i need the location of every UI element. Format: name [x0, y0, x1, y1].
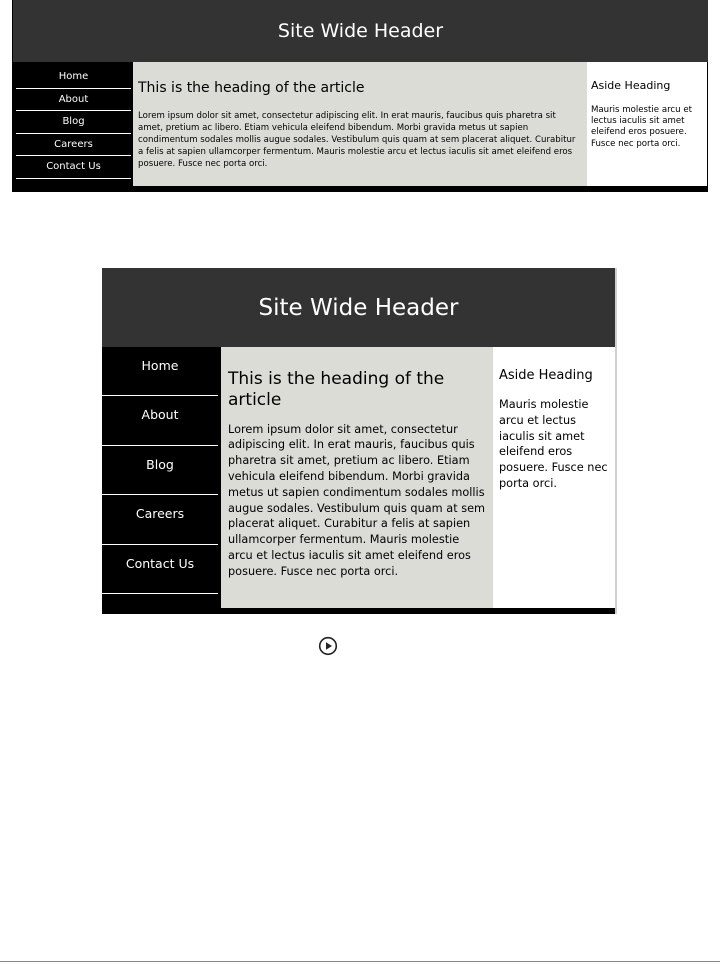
article	[133, 62, 587, 186]
play-circle-icon	[318, 636, 338, 656]
site-header-title: Site Wide Header	[258, 294, 459, 321]
nav-item-home[interactable]: Home	[16, 66, 131, 89]
article-body: Lorem ipsum dolor sit amet, consectetur adipiscing elit. In erat mauris, faucibus quis pharetra sit amet, pretium ac libero. Etiam vehicula eleifend bibendum. Morbi gravida metus ut sapien condimentum sodales mollis augue sodales. Vestibulum quis quam at sem placerat aliquet. Curabitur a felis at sapien ullamcorper fermentum. Mauris molestie arcu et lectus iaculis sit amet eleifend eros posuere. Fusce nec porta orci.	[228, 422, 486, 578]
footer-bar	[13, 186, 708, 192]
nav-item-careers[interactable]: Careers	[16, 134, 131, 157]
footer-bar	[102, 608, 615, 614]
article-body: Lorem ipsum dolor sit amet, consectetur adipiscing elit. In erat mauris, faucibus quis pharetra sit amet, pretium ac libero. Etiam vehicula eleifend bibendum. Morbi gravida metus ut sapien condimentum sodales mollis augue sodales. Vestibulum quis quam at sem placerat aliquet. Curabitur a felis at sapien ullamcorper fermentum. Mauris molestie arcu et lectus iaculis sit amet eleifend eros posuere. Fusce nec porta orci.	[138, 110, 576, 169]
nav-item-about[interactable]: About	[102, 396, 218, 445]
layout-wide-preview	[12, 0, 708, 192]
aside-body: Mauris molestie arcu et lectus iaculis sit amet eleifend eros posuere. Fusce nec porta orci.	[591, 105, 692, 149]
aside-heading: Aside Heading	[591, 79, 671, 92]
bottom-divider	[0, 961, 720, 962]
nav-item-blog[interactable]: Blog	[16, 111, 131, 134]
site-header	[13, 0, 708, 62]
aside	[493, 347, 615, 608]
site-header-title: Site Wide Header	[277, 20, 444, 42]
nav-item-blog[interactable]: Blog	[102, 446, 218, 495]
nav-item-about[interactable]: About	[16, 89, 131, 112]
nav-sidebar	[13, 62, 133, 186]
aside	[587, 62, 707, 186]
aside-heading: Aside Heading	[499, 368, 593, 383]
nav-item-careers[interactable]: Careers	[102, 495, 218, 544]
nav-item-contact-us[interactable]: Contact Us	[16, 156, 131, 179]
aside-body: Mauris molestie arcu et lectus iaculis sit amet eleifend eros posuere. Fusce nec porta orci.	[499, 398, 608, 491]
article-heading: This is the heading of the article	[138, 80, 365, 96]
layout-narrow-preview	[102, 268, 617, 614]
site-header	[102, 268, 615, 347]
nav-item-home[interactable]: Home	[102, 347, 218, 396]
article-heading: This is the heading of the article	[228, 369, 445, 411]
play-button[interactable]	[318, 636, 338, 656]
nav-item-contact-us[interactable]: Contact Us	[102, 545, 218, 594]
nav-sidebar	[102, 347, 220, 608]
article	[221, 347, 493, 608]
